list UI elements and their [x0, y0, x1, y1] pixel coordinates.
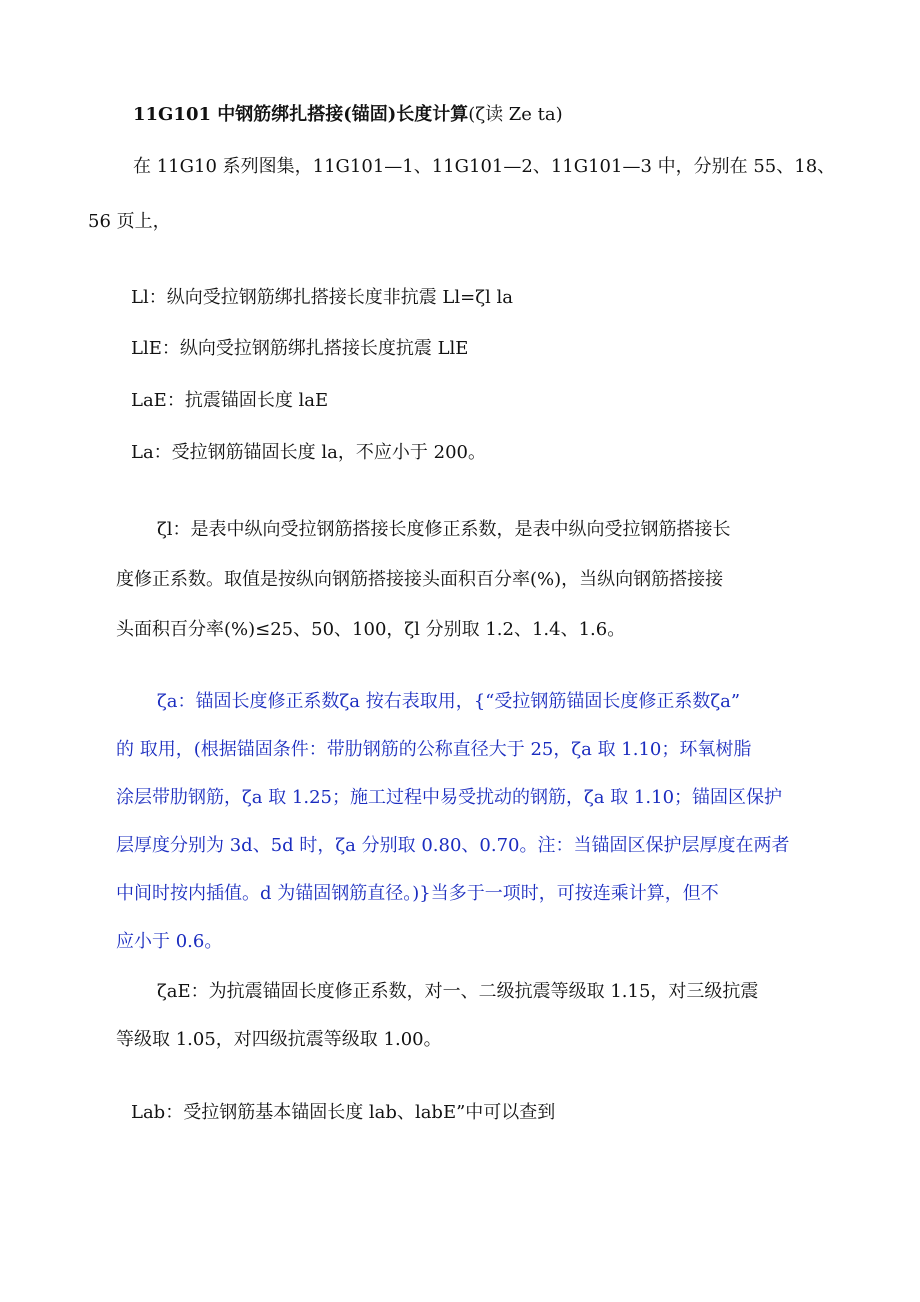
zeta-a-line-1: ζa：锚固长度修正系数ζa 按右表取用，{“受拉钢筋锚固长度修正系数ζa” — [157, 691, 741, 712]
zeta-l-line-1: ζl：是表中纵向受拉钢筋搭接长度修正系数，是表中纵向受拉钢筋搭接长 — [157, 519, 731, 540]
zeta-a-line-5: 中间时按内插值。d 为锚固钢筋直径。)}当多于一项时，可按连乘计算，但不 — [116, 883, 719, 904]
zeta-a-line-2: 的 取用，(根据锚固条件：带肋钢筋的公称直径大于 25，ζa 取 1.10；环氧树脂 — [116, 739, 752, 760]
intro-line-2: 56 页上， — [88, 211, 171, 232]
def-lae: LaE：抗震锚固长度 laE — [131, 390, 329, 411]
zeta-a-line-4: 层厚度分别为 3d、5d 时，ζa 分别取 0.80、0.70。注：当锚固区保护层厚度在两者 — [116, 835, 790, 856]
zeta-l-line-2: 度修正系数。取值是按纵向钢筋搭接接头面积百分率(%)，当纵向钢筋搭接接 — [116, 569, 724, 590]
zeta-a-line-3: 涂层带肋钢筋，ζa 取 1.25；施工过程中易受扰动的钢筋，ζa 取 1.10；锚固区保护 — [116, 787, 783, 808]
zeta-ae-line-1: ζaE：为抗震锚固长度修正系数，对一、二级抗震等级取 1.15，对三级抗震 — [157, 981, 759, 1002]
def-lab: Lab：受拉钢筋基本锚固长度 lab、labE”中可以查到 — [131, 1102, 556, 1123]
zeta-a-line-6: 应小于 0.6。 — [116, 931, 223, 952]
def-la: La：受拉钢筋锚固长度 la，不应小于 200。 — [131, 442, 486, 463]
title-main: 11G101 中钢筋绑扎搭接(锚固)长度计算 — [133, 104, 469, 125]
def-lle: LlE：纵向受拉钢筋绑扎搭接长度抗震 LlE — [131, 338, 469, 359]
zeta-l-line-3: 头面积百分率(%)≤25、50、100，ζl 分别取 1.2、1.4、1.6。 — [116, 619, 626, 640]
title-pronunciation: (ζ读 Ze ta) — [468, 104, 563, 125]
document-title — [133, 103, 563, 127]
intro-line-1: 在 11G10 系列图集，11G101—1、11G101—2、11G101—3 中，分别在 55、18、 — [133, 156, 836, 177]
zeta-ae-line-2: 等级取 1.05，对四级抗震等级取 1.00。 — [116, 1029, 442, 1050]
def-ll: Ll：纵向受拉钢筋绑扎搭接长度非抗震 Ll=ζl la — [131, 287, 513, 308]
